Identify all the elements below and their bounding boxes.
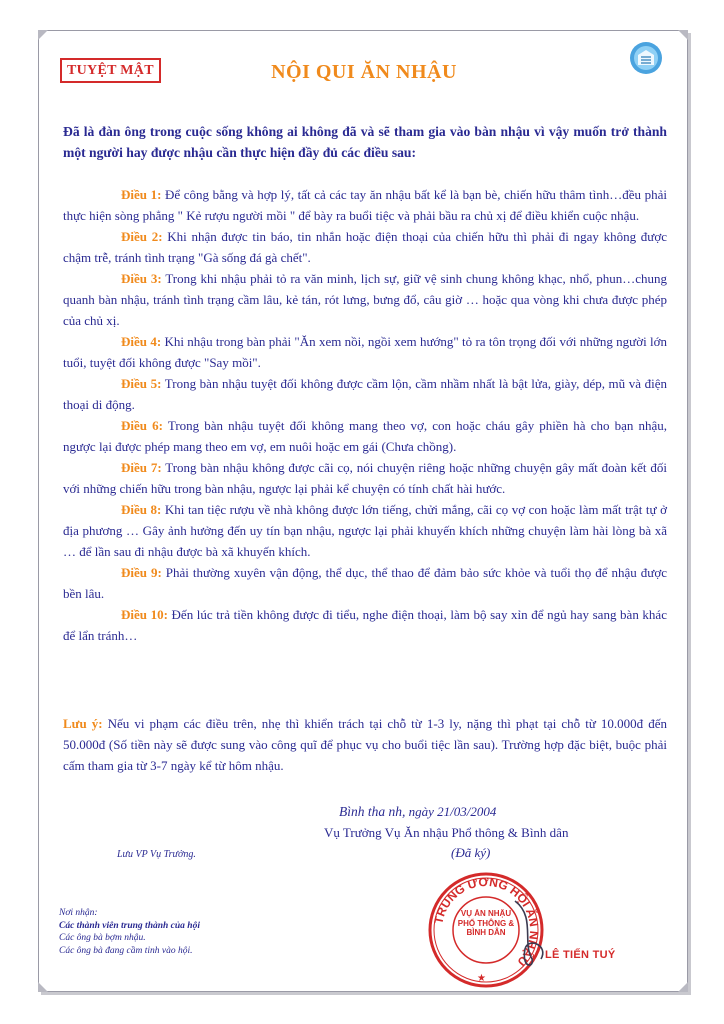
rule-item xyxy=(63,331,667,373)
page-corner xyxy=(678,30,688,40)
rule-text: Khi nhậu trong bàn phải "Ăn xem nồi, ngồi xem hướng" tỏ ra tôn trọng đối với những người lớn tuổi, tuyệt đối không được "Say mồi". xyxy=(63,334,667,370)
rule-text: Khi tan tiệc rượu về nhà không được lớn tiếng, chửi mắng, cãi cọ vợ con hoặc làm mất trật tự ở địa phương … Gây ảnh hưởng đến uy tín bạn nhậu, ngược lại phải khuyến khích những chuyện làm hài lòng bà xã … để lần sau đi nhậu được bà xã khuyến khích. xyxy=(63,502,667,559)
rule-text: Để công bằng và hợp lý, tất cả các tay ăn nhậu bất kể là bạn bè, chiến hữu thâm tình…đều phải thực hiện sòng phẳng " Kẻ rượu người mồi " để bày ra buổi tiệc và phải bầu ra chủ xị để điều khiển cuộc nhậu. xyxy=(63,187,667,223)
recipients-block xyxy=(59,907,200,957)
page-corner xyxy=(38,30,48,40)
rule-label: Điều 7: xyxy=(121,460,162,475)
rule-label: Điều 4: xyxy=(121,334,162,349)
recipient-item: Các thành viên trung thành của hội xyxy=(59,920,200,931)
note-label: Lưu ý: xyxy=(63,716,103,731)
rule-text: Trong bàn nhậu tuyệt đối không được cầm lộn, cầm nhầm nhất là bật lửa, giày, dép, mũ và điện thoại di động. xyxy=(63,376,667,412)
date-place: Bình tha nh, xyxy=(339,804,406,819)
rule-text: Khi nhận được tin báo, tin nhắn hoặc điện thoại của chiến hữu thì phải đi ngay không được chậm trễ, tránh tình trạng "Gà sống đá gà chết". xyxy=(63,229,667,265)
date-text: ngày 21/03/2004 xyxy=(405,804,497,819)
rule-label: Điều 5: xyxy=(121,376,162,391)
rule-item xyxy=(63,499,667,562)
official-seal xyxy=(427,871,545,989)
rule-label: Điều 9: xyxy=(121,565,162,580)
rule-label: Điều 2: xyxy=(121,229,163,244)
note-text: Nếu vi phạm các điều trên, nhẹ thì khiển trách tại chỗ từ 1-3 ly, nặng thì phạt tại chỗ từ 10.000đ đến 50.000đ (Số tiền này sẽ được sung vào công quĩ để phục vụ cho buổi tiệc lần sau). Trường hợp đặc biệt, buộc phải cấm tham gia từ 3-7 ngày kể từ hôm nhậu. xyxy=(63,716,668,773)
rule-item xyxy=(63,226,667,268)
note-paragraph xyxy=(63,713,667,776)
rule-item xyxy=(63,373,667,415)
signer-name: LÊ TIẾN TUÝ xyxy=(545,949,616,961)
rule-item xyxy=(63,604,667,646)
top-secret-stamp: TUYỆT MẬT xyxy=(60,58,161,83)
rule-text: Trong bàn nhậu không được cãi cọ, nói chuyện riêng hoặc những chuyện gây mất đoàn kết đối với những chiến hữu trong bàn nhậu, ngược lại phải kể chuyện có tính chất hài hước. xyxy=(63,460,667,496)
logo-icon xyxy=(629,41,663,75)
rule-item xyxy=(63,562,667,604)
rule-item xyxy=(63,184,667,226)
rule-text: Trong khi nhậu phải tỏ ra văn minh, lịch sự, giữ vệ sinh chung không khạc, nhổ, phun…chung quanh bàn nhậu, tránh tình trạng cầm lâu, kẻ tán, rót lưng, bưng đổ, câu giờ … hoặc qua vòng khi chưa được phép của chủ xị. xyxy=(63,271,667,328)
rules-list xyxy=(63,184,667,646)
rule-label: Điều 6: xyxy=(121,418,163,433)
rule-label: Điều 3: xyxy=(121,271,162,286)
archive-note: Lưu VP Vụ Trưởng. xyxy=(117,849,196,860)
seal-outer-text: TRUNG ƯƠNG HỘI ĂN NHẬU xyxy=(431,874,542,969)
document-page xyxy=(38,30,688,992)
page-corner xyxy=(38,982,48,992)
rule-label: Điều 8: xyxy=(121,502,162,517)
seal-star: ★ xyxy=(477,973,486,984)
rule-item xyxy=(63,415,667,457)
rule-label: Điều 1: xyxy=(121,187,162,202)
page-corner xyxy=(678,982,688,992)
rule-text: Đến lúc trả tiền không được đi tiểu, nghe điện thoại, làm bộ say xỉn để ngủ hay sang bàn khác để lẩn tránh… xyxy=(63,607,667,643)
recipients-heading: Nơi nhận: xyxy=(59,908,98,918)
recipient-item: Các ông bà bợm nhậu. xyxy=(59,933,146,943)
document-title: NỘI QUI ĂN NHẬU xyxy=(271,61,457,83)
date-line xyxy=(339,804,496,820)
rule-item xyxy=(63,457,667,499)
rule-label: Điều 10: xyxy=(121,607,168,622)
seal-center-text: VỤ ĂN NHẬU PHỔ THÔNG & BÌNH DÂN xyxy=(457,909,515,937)
rule-text: Phải thường xuyên vận động, thể dục, thể thao để đảm bảo sức khỏe và tuổi thọ để nhậu được bền lâu. xyxy=(63,565,667,601)
recipient-item: Các ông bà đang cầm tinh vào hội. xyxy=(59,945,193,956)
signer-title: Vụ Trưởng Vụ Ăn nhậu Phổ thông & Bình dân xyxy=(324,825,569,840)
rule-item xyxy=(63,268,667,331)
intro-paragraph: Đã là đàn ông trong cuộc sống không ai không đã và sẽ tham gia vào bàn nhậu vì vậy muốn trở thành một người hay được nhậu cần thực hiện đầy đủ các điều sau: xyxy=(63,124,667,160)
signed-note: (Đã ký) xyxy=(451,845,491,860)
rule-text: Trong bàn nhậu tuyệt đối không mang theo vợ, con hoặc cháu gây phiền hà cho bạn nhậu, ngược lại được phép mang theo em vợ, em nuôi hoặc em gái (Chưa chồng). xyxy=(63,418,667,454)
